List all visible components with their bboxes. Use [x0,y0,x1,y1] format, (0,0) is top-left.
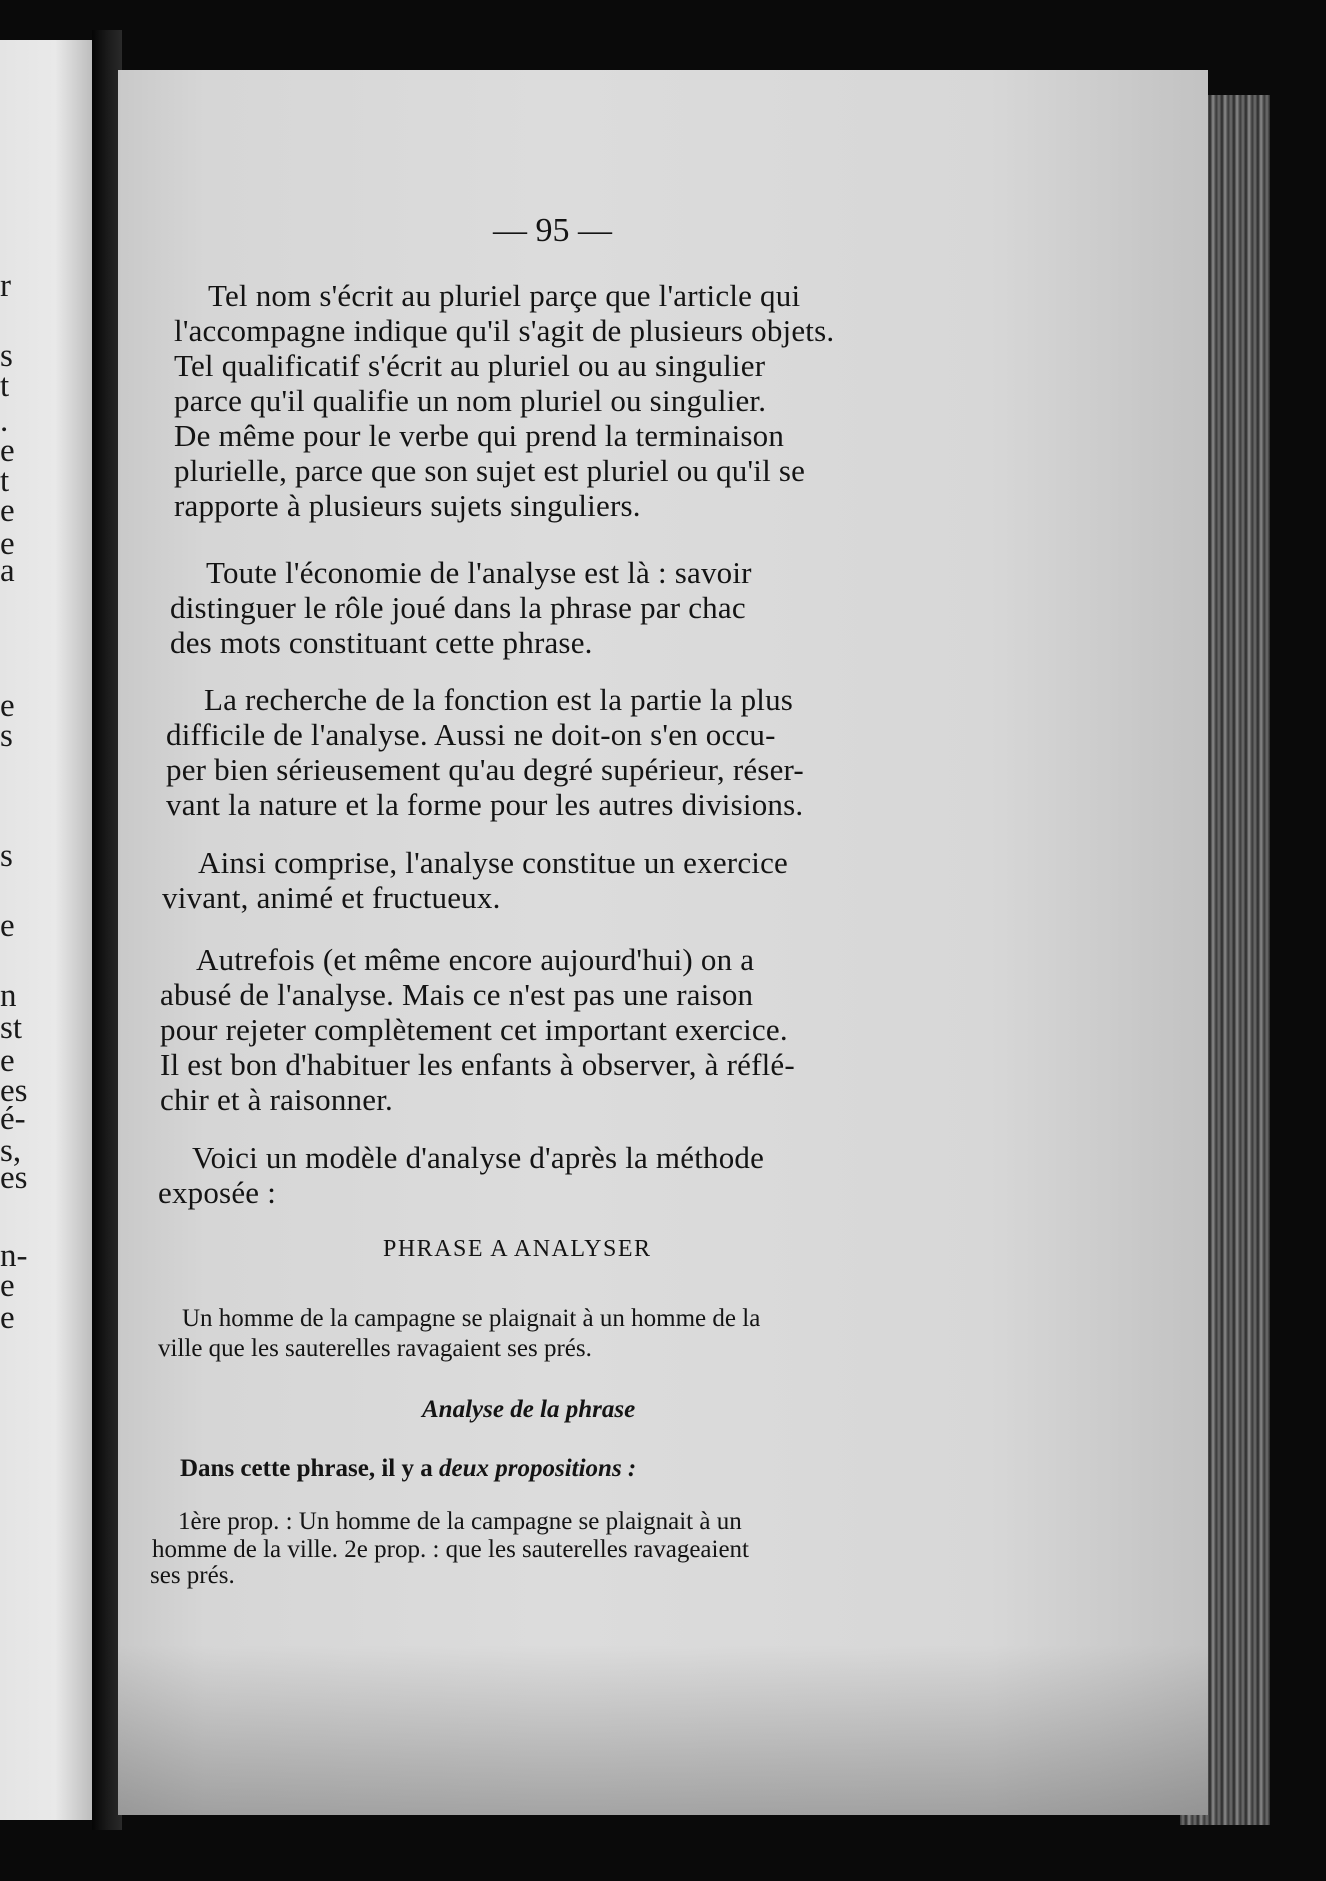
paragraph-line: La recherche de la fonction est la partie la plus [204,682,794,717]
margin-letter: . [0,403,9,439]
paragraph-line: chir et à raisonner. [160,1082,393,1117]
paragraph-line: Voici un modèle d'analyse d'après la méthode [192,1140,765,1175]
paragraph-line: difficile de l'analyse. Aussi ne doit-on s'en occu- [166,717,776,752]
left-page-margin-letters [0,40,30,1820]
paragraph-line: plurielle, parce que son sujet est pluriel ou qu'il se [174,453,806,488]
margin-letter: t [0,463,10,499]
page-number: — 95 — [493,212,612,249]
phrase-line: Un homme de la campagne se plaignait à un homme de la [182,1305,761,1332]
analysis-intro-text: Dans cette phrase, il y a [180,1455,439,1482]
paragraph-line: distinguer le rôle joué dans la phrase par chac [170,590,746,625]
analysis-intro [180,1455,636,1483]
proposition-line: homme de la ville. 2e prop. : que les sauterelles ravageaient [152,1536,749,1563]
margin-letter: t [0,368,10,404]
paragraph-line: rapporte à plusieurs sujets singuliers. [174,488,641,523]
paragraph-line: De même pour le verbe qui prend la terminaison [174,418,785,453]
paragraph-line: exposée : [158,1175,277,1210]
paragraph-line: vivant, animé et fructueux. [162,880,501,915]
paragraph-line: parce qu'il qualifie un nom pluriel ou singulier. [174,383,767,418]
margin-letter: é- [0,1101,26,1137]
paragraph-line: Tel nom s'écrit au pluriel parçe que l'article qui [208,278,801,313]
margin-letter: e [0,1268,15,1304]
margin-letter: e [0,526,15,562]
margin-letter: e [0,1043,15,1079]
margin-letter: es [0,1160,28,1196]
margin-letter: e [0,493,15,529]
phrase-heading: PHRASE A ANALYSER [383,1236,652,1262]
margin-letter: r [0,268,11,304]
analysis-heading: Analyse de la phrase [422,1396,636,1423]
paragraph-line: per bien sérieusement qu'au degré supérieur, réser- [166,752,804,787]
margin-letter: st [0,1010,23,1046]
left-facing-page [0,40,92,1820]
proposition-line: 1ère prop. : Un homme de la campagne se plaignait à un [178,1508,742,1535]
margin-letter: s, [0,1133,22,1169]
paragraph-line: abusé de l'analyse. Mais ce n'est pas une raison [160,977,754,1012]
paragraph-line: Tel qualificatif s'écrit au pluriel ou au singulier [174,348,766,383]
analysis-intro-italic: deux propositions : [439,1455,637,1482]
margin-letter: a [0,553,15,589]
page-shadow [118,1645,1208,1815]
margin-letter: es [0,1073,28,1109]
paragraph-line: l'accompagne indique qu'il s'agit de plusieurs objets. [174,313,835,348]
margin-letter: n- [0,1238,28,1274]
paragraph-line: Il est bon d'habituer les enfants à observer, à réflé- [160,1047,795,1082]
margin-letter: n [0,978,17,1014]
margin-letter: s [0,838,13,874]
paragraph-line: pour rejeter complètement cet important exercice. [160,1012,788,1047]
margin-letter: e [0,688,15,724]
paragraph-line: Toute l'économie de l'analyse est là : savoir [206,555,752,590]
proposition-line: ses prés. [150,1562,235,1589]
margin-letter: s [0,338,13,374]
margin-letter: e [0,433,15,469]
margin-letter: s [0,718,13,754]
phrase-line: ville que les sauterelles ravagaient ses prés. [158,1335,592,1362]
paragraph-line: vant la nature et la forme pour les autres divisions. [166,787,804,822]
margin-letter: e [0,908,15,944]
paragraph-line: Ainsi comprise, l'analyse constitue un exercice [198,845,789,880]
paragraph-line: Autrefois (et même encore aujourd'hui) on a [196,942,755,977]
margin-letter: e [0,1300,15,1336]
paragraph-line: des mots constituant cette phrase. [170,625,593,660]
